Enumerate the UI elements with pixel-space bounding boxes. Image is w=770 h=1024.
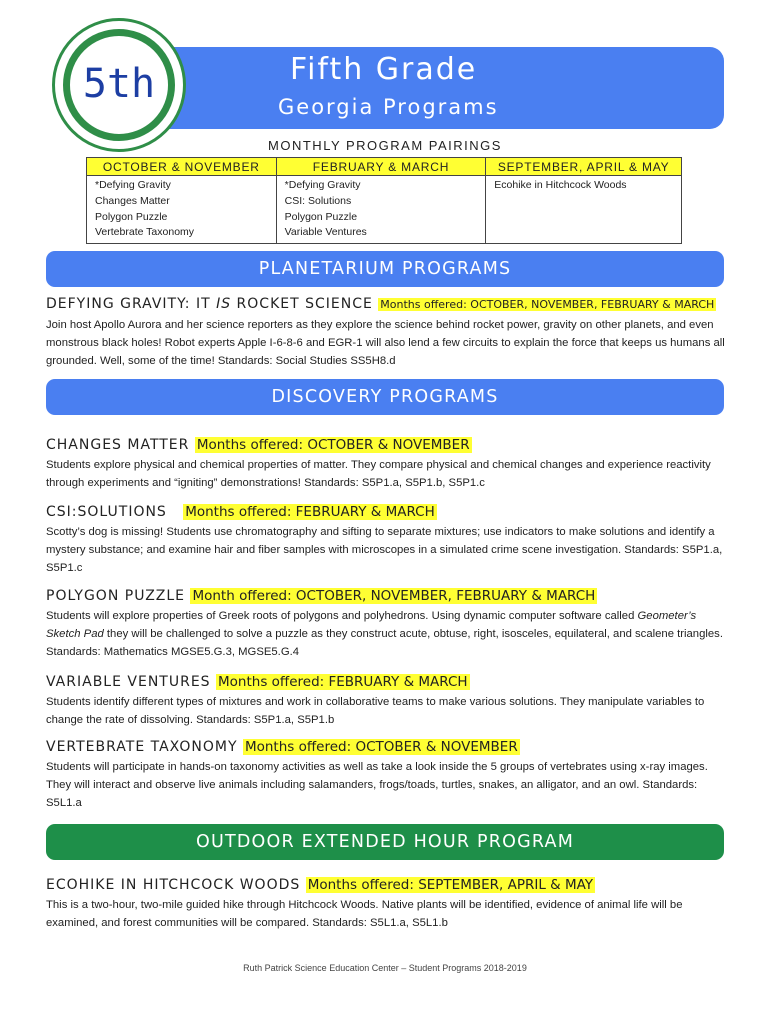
description-part: Students will explore properties of Greek roots of polygons and polyhedrons. Using dynamic computer software called bbox=[46, 610, 638, 622]
pairing-item: Polygon Puzzle bbox=[284, 210, 358, 223]
program-description: Scotty’s dog is missing! Students use chromatography and sifting to separate mixtures; use indicators to make solutions and identify a mystery substance; and examine hair and fiber samples with microscopes in a simulated crime scene investigation. Standards: S5P1.a, S5P1.c bbox=[46, 526, 723, 574]
program-ecohike bbox=[46, 875, 726, 932]
program-variable-ventures bbox=[46, 672, 726, 729]
pairing-item: Polygon Puzzle bbox=[95, 210, 168, 223]
program-title-text: CHANGES MATTER bbox=[46, 437, 190, 453]
program-description: Students identify different types of mixtures and work in collaborative teams to make various solutions. They manipulate variables to change the rate of dissolving. Standards: S5P1.a, S5P1.b bbox=[46, 696, 705, 726]
months-offered: Month offered: OCTOBER, NOVEMBER, FEBRUARY & MARCH bbox=[192, 588, 596, 604]
program-vertebrate-taxonomy bbox=[46, 737, 726, 812]
description-part: they will be challenged to solve a puzzle as they construct acute, obtuse, right, isosceles, equilateral, and scalene triangles. Standards: Mathematics MGSE5.G.3, MGSE5.G.4 bbox=[46, 628, 723, 658]
program-title bbox=[46, 737, 726, 757]
pairing-item: Vertebrate Taxonomy bbox=[95, 226, 195, 239]
program-title bbox=[46, 294, 726, 315]
grade-badge bbox=[52, 18, 186, 152]
section-planetarium: PLANETARIUM PROGRAMS bbox=[46, 251, 724, 287]
program-description: Join host Apollo Aurora and her science reporters as they explore the science behind rocket power, gravity on other planets, and even monstrous black holes! Robot experts Apple I-6-8-6 and EGR-1 will also lend a few circuits to explain the force that keeps us humans all grounded. Well, some of the time! Standards: Social Studies SS5H8.d bbox=[46, 319, 725, 367]
pairing-item: *Defying Gravity bbox=[95, 179, 171, 191]
program-title bbox=[46, 435, 726, 455]
months-offered: Months offered: FEBRUARY & MARCH bbox=[185, 504, 435, 520]
pairing-item: Variable Ventures bbox=[284, 226, 367, 239]
program-title-text: CSI:SOLUTIONS bbox=[46, 504, 167, 520]
program-description: This is a two-hour, two-mile guided hike through Hitchcock Woods. Native plants will be identified, evidence of animal life will be examined, and forest communities will be compared. Standards: S5L1.a, S5L1.b bbox=[46, 899, 683, 929]
pairings-col-header: FEBRUARY & MARCH bbox=[276, 158, 486, 176]
section-outdoor: OUTDOOR EXTENDED HOUR PROGRAM bbox=[46, 824, 724, 860]
program-title-text: ECOHIKE IN HITCHCOCK WOODS bbox=[46, 877, 301, 893]
program-title bbox=[46, 672, 726, 692]
pairings-cell bbox=[87, 176, 277, 244]
pairings-header-row bbox=[87, 158, 682, 176]
pairings-title: MONTHLY PROGRAM PAIRINGS bbox=[268, 138, 502, 153]
months-offered: Months offered: OCTOBER & NOVEMBER bbox=[196, 437, 470, 453]
program-description: Students will participate in hands-on taxonomy activities as well as take a look inside the 5 groups of vertebrates using x-ray images. They will interact and observe live animals including salamanders, frogs/toads, turtles, snakes, an alligator, and an owl. Standards: S5L1.a bbox=[46, 761, 708, 809]
page-footer: Ruth Patrick Science Education Center – Student Programs 2018-2019 bbox=[243, 963, 527, 973]
program-title-part: ROCKET SCIENCE bbox=[231, 296, 373, 312]
program-csi-solutions bbox=[46, 502, 726, 577]
pairings-col-header: SEPTEMBER, APRIL & MAY bbox=[486, 158, 682, 176]
page-subtitle: Georgia Programs bbox=[278, 95, 499, 119]
program-changes-matter bbox=[46, 435, 726, 492]
months-offered: Months offered: OCTOBER & NOVEMBER bbox=[244, 739, 518, 755]
program-title bbox=[46, 502, 726, 522]
program-title-text: VERTEBRATE TAXONOMY bbox=[46, 739, 238, 755]
program-title-part: DEFYING GRAVITY: IT bbox=[46, 296, 217, 312]
program-defying-gravity bbox=[46, 294, 726, 370]
pairings-body-row bbox=[87, 176, 682, 244]
program-title-text: VARIABLE VENTURES bbox=[46, 674, 211, 690]
pairings-cell bbox=[276, 176, 486, 244]
pairing-item: CSI: Solutions bbox=[284, 194, 352, 207]
program-title bbox=[46, 875, 726, 895]
pairings-cell bbox=[486, 176, 682, 244]
pairing-item: Ecohike in Hitchcock Woods bbox=[494, 179, 627, 191]
pairings-table bbox=[86, 157, 682, 244]
description-italic: Geometer’s Sketch Pad bbox=[46, 610, 697, 640]
program-title-italic: IS bbox=[216, 296, 232, 312]
months-offered: Months offered: SEPTEMBER, APRIL & MAY bbox=[307, 877, 594, 893]
pairing-item: Changes Matter bbox=[95, 194, 170, 207]
months-offered: Months offered: OCTOBER, NOVEMBER, FEBRUARY & MARCH bbox=[380, 298, 715, 311]
pairings-col-header: OCTOBER & NOVEMBER bbox=[87, 158, 277, 176]
months-offered: Months offered: FEBRUARY & MARCH bbox=[218, 674, 468, 690]
section-discovery: DISCOVERY PROGRAMS bbox=[46, 379, 724, 415]
program-description: Students explore physical and chemical properties of matter. They compare physical and chemical changes and experience reactivity through experiments and “igniting” demonstrations! Standards: S5P1.a, S5P1.b, S5P1.c bbox=[46, 459, 711, 489]
program-title bbox=[46, 586, 726, 606]
grade-badge-label: 5th bbox=[82, 61, 156, 107]
program-polygon-puzzle bbox=[46, 586, 726, 661]
program-description bbox=[46, 607, 726, 661]
page-title: Fifth Grade bbox=[290, 52, 478, 87]
program-title-text: POLYGON PUZZLE bbox=[46, 588, 186, 604]
pairing-item: *Defying Gravity bbox=[284, 179, 361, 191]
grade-badge-ring bbox=[63, 29, 175, 141]
